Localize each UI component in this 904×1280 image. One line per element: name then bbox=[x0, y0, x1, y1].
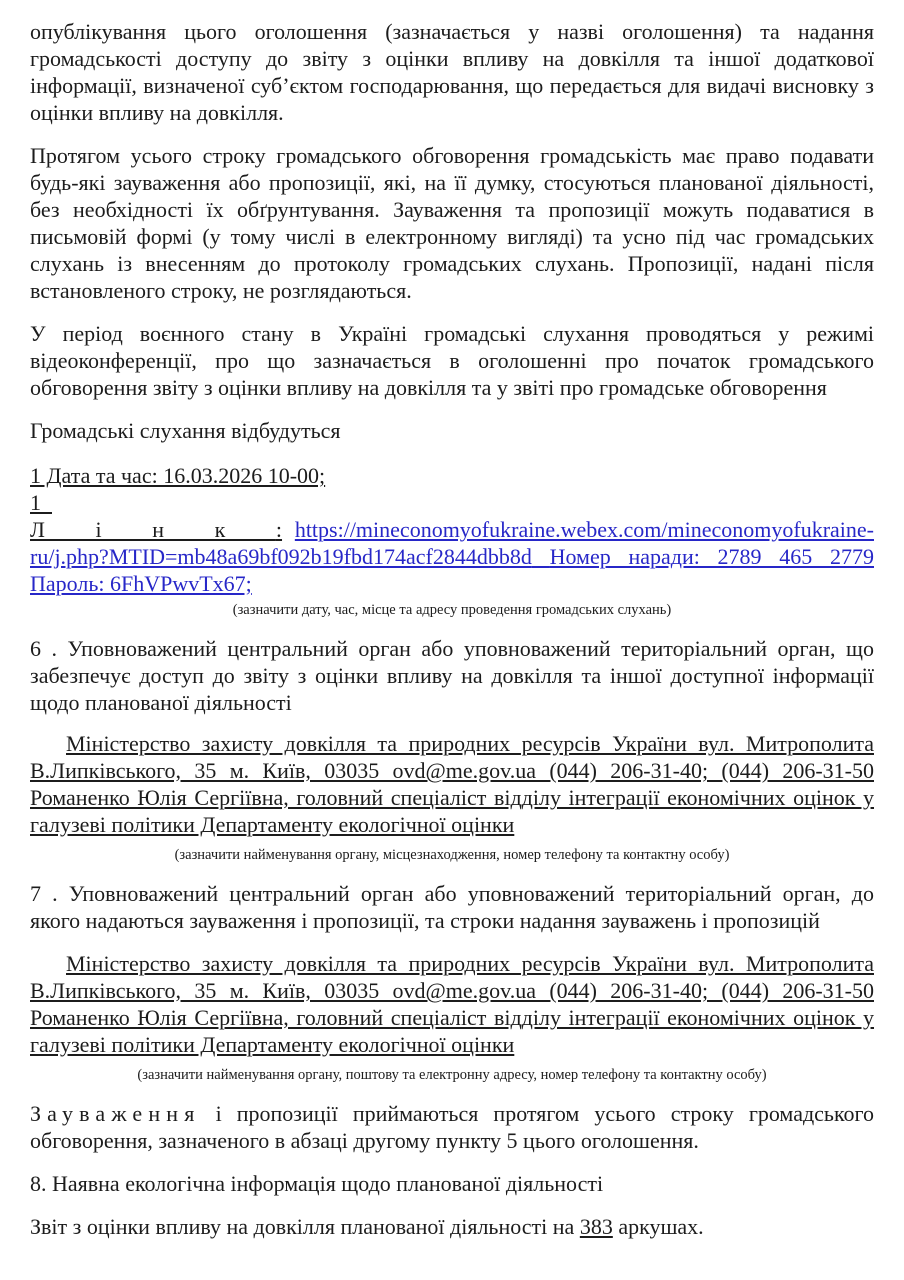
report-pages-prefix: Звіт з оцінки впливу на довкілля планованої діяльності на bbox=[30, 1214, 575, 1239]
remarks-spaced-word: Зауваження bbox=[30, 1101, 201, 1126]
report-pages-count: 383 bbox=[579, 1214, 613, 1239]
paragraph-public-discussion-rights: Протягом усього строку громадського обговорення громадськість має право подавати будь-які зауваження або пропозиції, які, на її думку, стосуються планованої діяльності, без необхідності їх обґрунтування. Зауваження та пропозиції можуть подаватися в письмовій формі (у тому числі в електронному вигляді) та усно під час громадських слухань із внесенням до протоколу громадських слухань. Пропозиції, надані після встановленого строку, не розглядаються. bbox=[30, 143, 874, 303]
section6-ministry-contact: Міністерство захисту довкілля та природних ресурсів України вул. Митрополита В.Липківського, 35 м. Київ, 03035 ovd@me.gov.ua (044) 206-31-40; (044) 206-31-50 Романенко Юлія Сергіївна, головний спеціаліст відділу інтеграції економічних оцінок у галузеві політики Департаменту екологічної оцінки bbox=[30, 731, 874, 837]
footnote-authority-postal-email: (зазначити найменування органу, поштову та електронну адресу, номер телефону та контактну особу) bbox=[137, 1067, 767, 1083]
hearing-item-number-line bbox=[30, 489, 874, 516]
webex-url-text[interactable]: https://mineconomyofukraine.webex.com/mineconomyofukraine-ru/j.php?MTID=mb48a69bf092b19fbd174acf2844dbb8d bbox=[30, 517, 874, 569]
report-pages-line bbox=[30, 1213, 874, 1240]
section8-heading: 8. Наявна екологічна інформація щодо планованої діяльності bbox=[30, 1171, 604, 1196]
section7-ministry-contact: Міністерство захисту довкілля та природних ресурсів України вул. Митрополита В.Липківського, 35 м. Київ, 03035 ovd@me.gov.ua (044) 206-31-40; (044) 206-31-50 Романенко Юлія Сергіївна, головний спеціаліст відділу інтеграції економічних оцінок у галузеві політики Департаменту екологічної оцінки bbox=[30, 951, 874, 1057]
section7-heading: 7 . Уповноважений центральний орган або уповноважений територіальний орган, до якого надаються зауваження і пропозиції, та строки надання зауважень і пропозицій bbox=[30, 881, 874, 933]
hearing-link-line bbox=[30, 516, 874, 597]
report-pages-suffix: аркушах. bbox=[618, 1214, 704, 1239]
hearings-will-take-place-line: Громадські слухання відбудуться bbox=[30, 418, 341, 443]
paragraph-martial-law-videoconference: У період воєнного стану в Україні громадські слухання проводяться у режимі відеоконференції, про що зазначається в оголошенні про початок громадського обговорення звіту з оцінки впливу на довкілля та у звіті про громадське обговорення bbox=[30, 321, 874, 400]
webex-meeting-number-password[interactable]: Номер наради: 2789 465 2779 Пароль: 6FhVPwvTx67; bbox=[30, 544, 874, 596]
remarks-rest-text: і пропозиції приймаються протягом усього строку громадського обговорення, зазначеного в абзаці другому пункту 5 цього оголошення. bbox=[30, 1101, 875, 1153]
hearing-item-number-text: 1 bbox=[30, 490, 41, 515]
paragraph-publication-notice: опублікування цього оголошення (зазначається у назві оголошення) та надання громадськості доступу до звіту з оцінки впливу на довкілля та іншої додаткової інформації, визначеної суб’єктом господарювання, що передається для видачі висновку з оцінки впливу на довкілля. bbox=[30, 19, 874, 125]
link-label-wrap bbox=[30, 517, 282, 542]
link-colon: : bbox=[275, 517, 283, 542]
footnote-date-place: (зазначити дату, час, місце та адресу проведення громадських слухань) bbox=[232, 602, 672, 618]
paragraph-remarks-acceptance bbox=[30, 1100, 874, 1154]
footnote-authority-location: (зазначити найменування органу, місцезнаходження, номер телефону та контактну особу) bbox=[174, 847, 730, 863]
hearing-date-time-line bbox=[30, 462, 874, 489]
link-label: Лінк bbox=[30, 517, 276, 542]
section6-heading: 6 . Уповноважений центральний орган або уповноважений територіальний орган, що забезпечує доступ до звіту з оцінки впливу на довкілля та іншої доступної інформації щодо планованої діяльності bbox=[30, 636, 874, 715]
hearing-date-time-text: 1 Дата та час: 16.03.2026 10-00; bbox=[30, 463, 326, 488]
